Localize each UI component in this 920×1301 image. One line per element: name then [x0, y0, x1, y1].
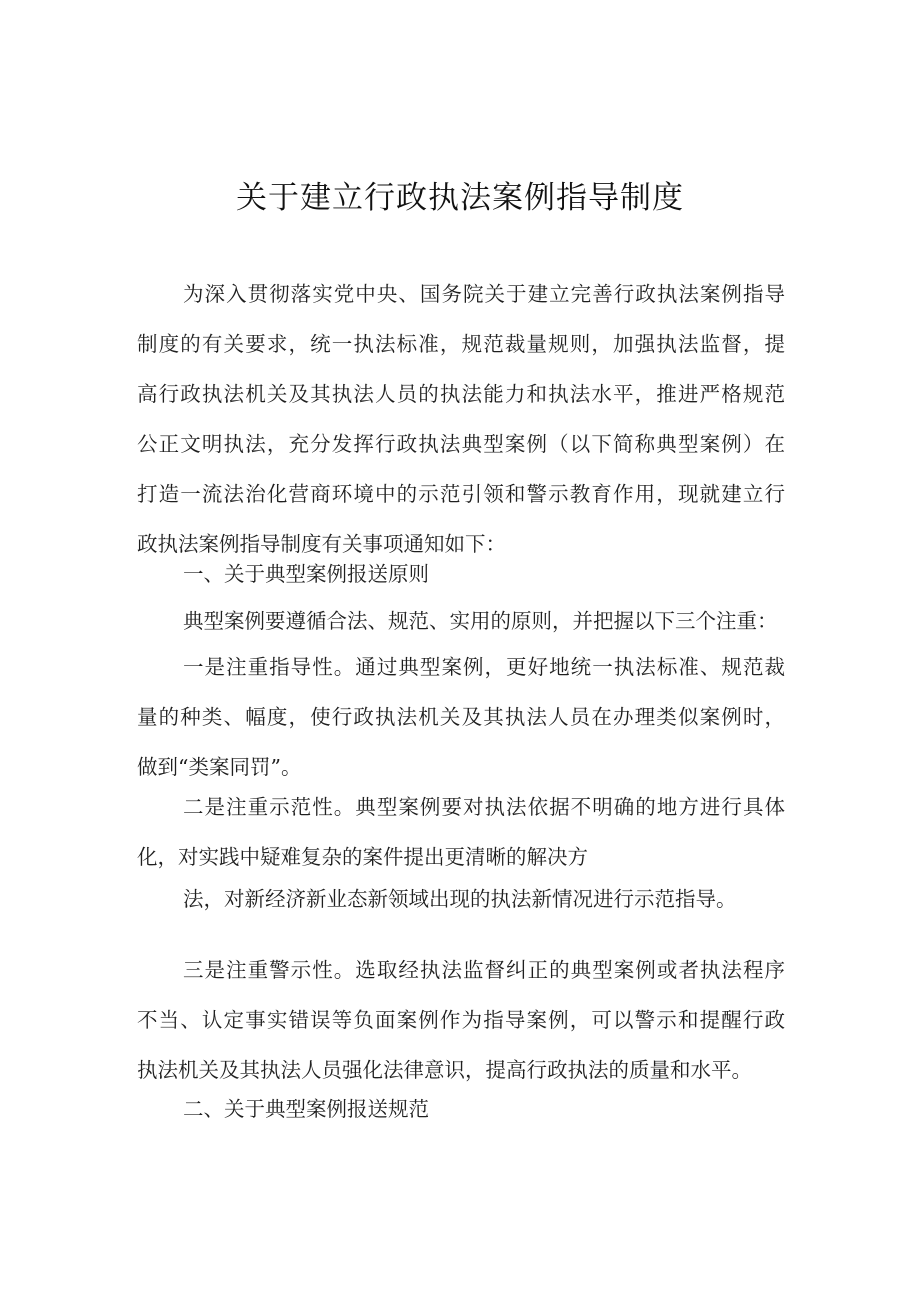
point-1-line: 做到“类案同罚”。	[137, 755, 302, 779]
point-2-line: 化，对实践中疑难复杂的案件提出更清晰的解决方	[137, 845, 588, 869]
point-3-paragraph	[137, 945, 785, 1095]
point-2-paragraph	[137, 782, 785, 882]
intro-line: 高行政执法机关及其执法人员的执法能力和执法水平，推进严格规范	[137, 382, 785, 406]
principle-intro-paragraph	[137, 596, 785, 646]
intro-paragraph	[137, 269, 785, 569]
point-2-line: 二是注重示范性。典型案例要对执法依据不明确的地方进行具体	[183, 795, 785, 819]
intro-line: 打造一流法治化营商环境中的示范引领和警示教育作用，现就建立行	[137, 482, 785, 506]
intro-line: 制度的有关要求，统一执法标准，规范裁量规则，加强执法监督，提	[137, 332, 785, 356]
section-heading-text: 一、关于典型案例报送原则	[183, 562, 429, 586]
document-title: 关于建立行政执法案例指导制度	[236, 180, 684, 216]
point-2-continued-paragraph	[137, 874, 785, 924]
intro-line: 公正文明执法，充分发挥行政执法典型案例（以下简称典型案例）在	[137, 432, 785, 456]
point-1-paragraph	[137, 642, 785, 792]
section-heading-1	[137, 549, 785, 599]
point-3-line: 三是注重警示性。选取经执法监督纠正的典型案例或者执法程序	[183, 958, 785, 982]
section-heading-text: 二、关于典型案例报送规范	[183, 1097, 429, 1121]
point-3-line: 不当、认定事实错误等负面案例作为指导案例，可以警示和提醒行政	[137, 1008, 785, 1032]
intro-line: 为深入贯彻落实党中央、国务院关于建立完善行政执法案例指导	[183, 282, 785, 306]
point-3-line: 执法机关及其执法人员强化法律意识，提高行政执法的质量和水平。	[137, 1058, 752, 1082]
point-2-continued-line: 法，对新经济新业态新领域出现的执法新情况进行示范指导。	[183, 887, 737, 911]
principle-intro-line: 典型案例要遵循合法、规范、实用的原则，并把握以下三个注重：	[183, 609, 778, 633]
intro-line: 政执法案例指导制度有关事项通知如下：	[137, 532, 506, 556]
point-1-line: 量的种类、幅度，使行政执法机关及其执法人员在办理类似案例时，	[137, 705, 785, 729]
section-heading-2	[137, 1084, 785, 1134]
point-1-line: 一是注重指导性。通过典型案例，更好地统一执法标准、规范裁	[183, 655, 785, 679]
